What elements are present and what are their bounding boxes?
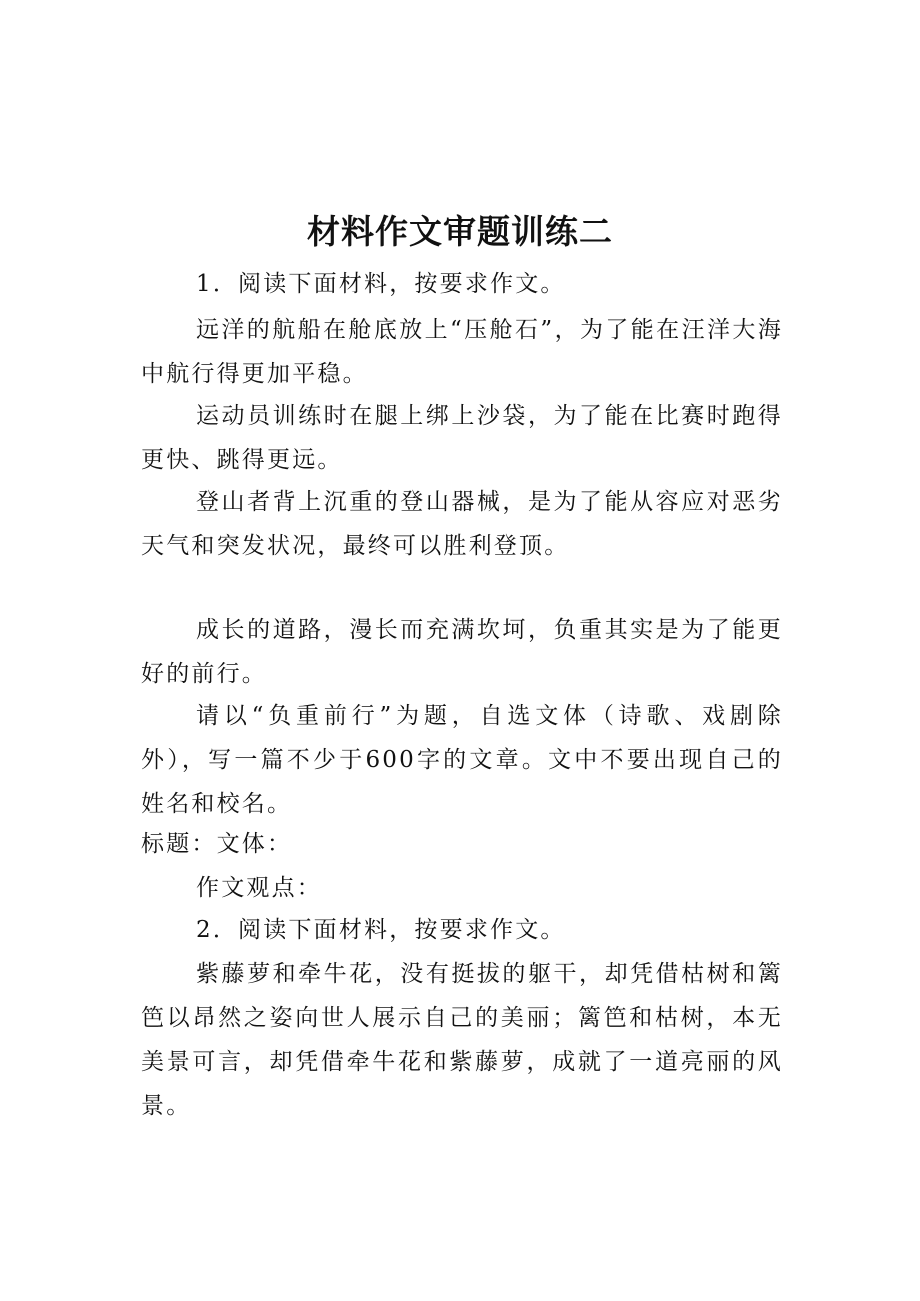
q1-title-genre-fields: 标题：文体： (141, 831, 293, 857)
q1-material-paragraph-2: 运动员训练时在腿上绑上沙袋，为了能在比赛时跑得更快、跳得更远。 (141, 403, 783, 473)
q2-material-paragraph-1: 紫藤萝和牵牛花，没有挺拔的躯干，却凭借枯树和篱笆以昂然之姿向世人展示自己的美丽；篱笆和枯树，本无美景可言，却凭借牵牛花和紫藤萝，成就了一道亮丽的风景。 (141, 961, 783, 1119)
q1-material-paragraph-3: 登山者背上沉重的登山器械，是为了能从容应对恶劣天气和突发状况，最终可以胜利登顶。 (141, 489, 783, 559)
q1-material-paragraph-4: 成长的道路，漫长而充满坎坷，负重其实是为了能更好的前行。 (141, 617, 783, 687)
page-title: 材料作文审题训练二 (307, 212, 613, 251)
q1-viewpoint-label: 作文观点： (196, 875, 322, 901)
q1-material-paragraph-1: 远洋的航船在舱底放上“压舱石”，为了能在汪洋大海中航行得更加平稳。 (141, 317, 783, 387)
q1-prompt: 1．阅读下面材料，按要求作文。 (196, 271, 566, 297)
q1-requirement: 请以“负重前行”为题，自选文体（诗歌、戏剧除外），写一篇不少于600字的文章。文中不要出现自己的姓名和校名。 (141, 703, 783, 817)
q2-prompt: 2．阅读下面材料，按要求作文。 (196, 917, 566, 943)
